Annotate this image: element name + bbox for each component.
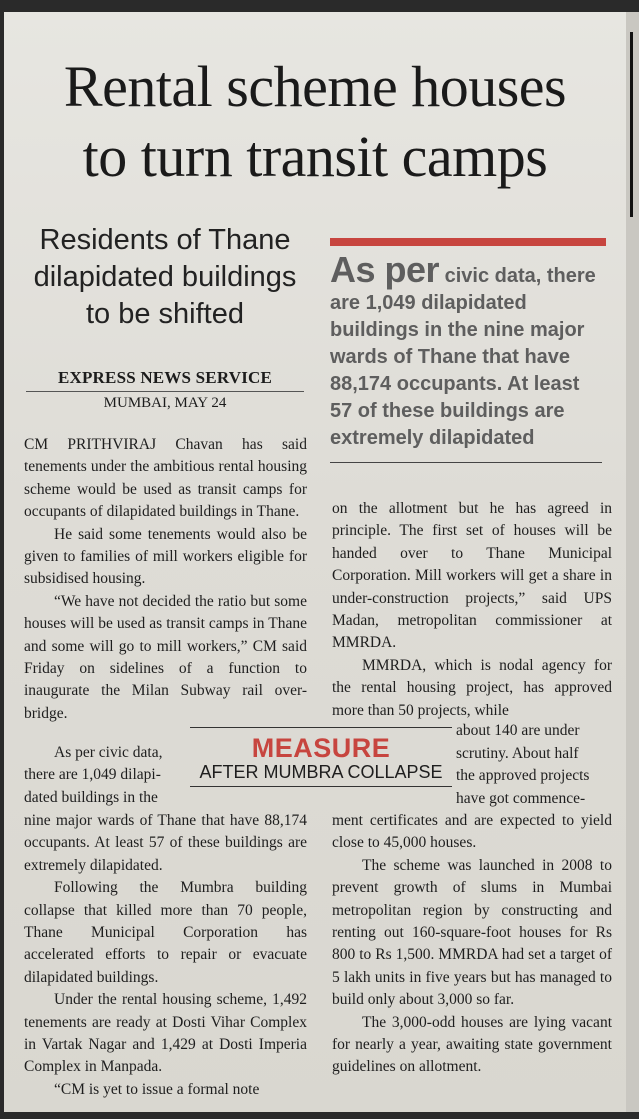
pull-quote xyxy=(330,238,606,463)
pull-quote-rest: there are 1,049 dilapidated buildings in the nine major wards of Thane that have 88,174 occupants. At least 57 of these buildings are extremely dilapidated xyxy=(330,265,596,449)
paragraph: on the allotment but he has agreed in principle. The first set of houses will be handed over to Thane Municipal Corporation. Mill workers will get a share in under-construction projects,” said UPS Madan, metropolitan commissioner at MMRDA. xyxy=(332,500,612,652)
text-line: the approved projects xyxy=(456,767,590,784)
deck-line-2: dilapidated buildings xyxy=(33,261,297,293)
pull-quote-first: civic data, xyxy=(444,265,542,287)
text-line: there are 1,049 dilapi- xyxy=(24,766,161,783)
headline-line-1: Rental scheme houses xyxy=(63,54,567,119)
byline xyxy=(26,368,304,412)
headline xyxy=(4,52,626,192)
byline-agency: EXPRESS NEWS SERVICE xyxy=(26,368,304,392)
paragraph: CM PRITHVIRAJ Chavan has said tenements under the ambitious rental housing scheme would be used as transit camps for occupants of dilapidated buildings in Thane. xyxy=(24,436,307,521)
article-column-2-top xyxy=(332,498,612,722)
text-line: about 140 are under xyxy=(456,722,580,739)
text-line: As per civic data, xyxy=(54,744,163,761)
paragraph: The 3,000-odd houses are lying vacant for nearly a year, awaiting state government guidelines on allotment. xyxy=(332,1013,612,1076)
headline-line-2: to turn transit camps xyxy=(82,124,548,189)
adjacent-page-edge xyxy=(626,12,639,1112)
text-line: scrutiny. About half xyxy=(456,745,579,762)
pull-quote-text xyxy=(330,249,606,452)
paragraph: Under the rental housing scheme, 1,492 tenements are ready at Dosti Vihar Complex in Vartak Nagar and 1,429 at Dosti Imperia Complex in Manpada. xyxy=(24,991,307,1076)
newspaper-page xyxy=(4,12,626,1112)
inset-title: MEASURE xyxy=(251,733,391,763)
paragraph: He said some tenements would also be given to families of mill workers eligible for subsidised housing. xyxy=(24,525,307,588)
text-line: have got commence- xyxy=(456,790,586,807)
inset-bottom-rule xyxy=(190,786,452,787)
paragraph: Following the Mumbra building collapse that killed more than 70 people, Thane Municipal Corporation has accelerated efforts to repair or evacuate dilapidated buildings. xyxy=(24,879,307,986)
paragraph: The scheme was launched in 2008 to prevent growth of slums in Mumbai metropolitan region by constructing and renting out 160-square-foot houses for Rs 800 to Rs 1,500. MMRDA had set a target of 5 lakh units in five years but has managed to build only about 3,000 so far. xyxy=(332,856,612,1009)
dateline: MUMBAI, MAY 24 xyxy=(103,395,227,411)
paragraph: “We have not decided the ratio but some houses will be used as transit camps in Thane and some will go to mill workers,” CM said Friday on sidelines of a function to inaugurate the Milan Subway rail over-bridge. xyxy=(24,592,307,722)
inset-top-rule xyxy=(190,727,452,728)
edge-bar xyxy=(630,32,633,217)
text-line: dated buildings in the xyxy=(24,789,158,806)
deck xyxy=(26,222,304,333)
pull-quote-lead-words: As per xyxy=(330,249,440,290)
deck-line-1: Residents of Thane xyxy=(39,224,291,256)
paragraph: “CM is yet to issue a formal note xyxy=(54,1080,260,1098)
deck-line-3: to be shifted xyxy=(86,298,244,330)
article-column-1-top xyxy=(24,434,307,725)
paragraph: ment certificates and are expected to yield close to 45,000 houses. xyxy=(332,812,612,852)
article-column-1-bottom xyxy=(24,810,307,1101)
pull-quote-red-bar xyxy=(330,238,606,246)
article-column-2-bottom xyxy=(332,810,612,1079)
paragraph: nine major wards of Thane that have 88,174 occupants. At least 57 of these buildings are extremely dilapidated. xyxy=(24,812,307,874)
pull-quote-rule xyxy=(330,462,602,463)
paragraph: MMRDA, which is nodal agency for the rental housing project, has approved more than 50 projects, while xyxy=(332,656,612,719)
inset-subtitle: AFTER MUMBRA COLLAPSE xyxy=(199,762,443,782)
